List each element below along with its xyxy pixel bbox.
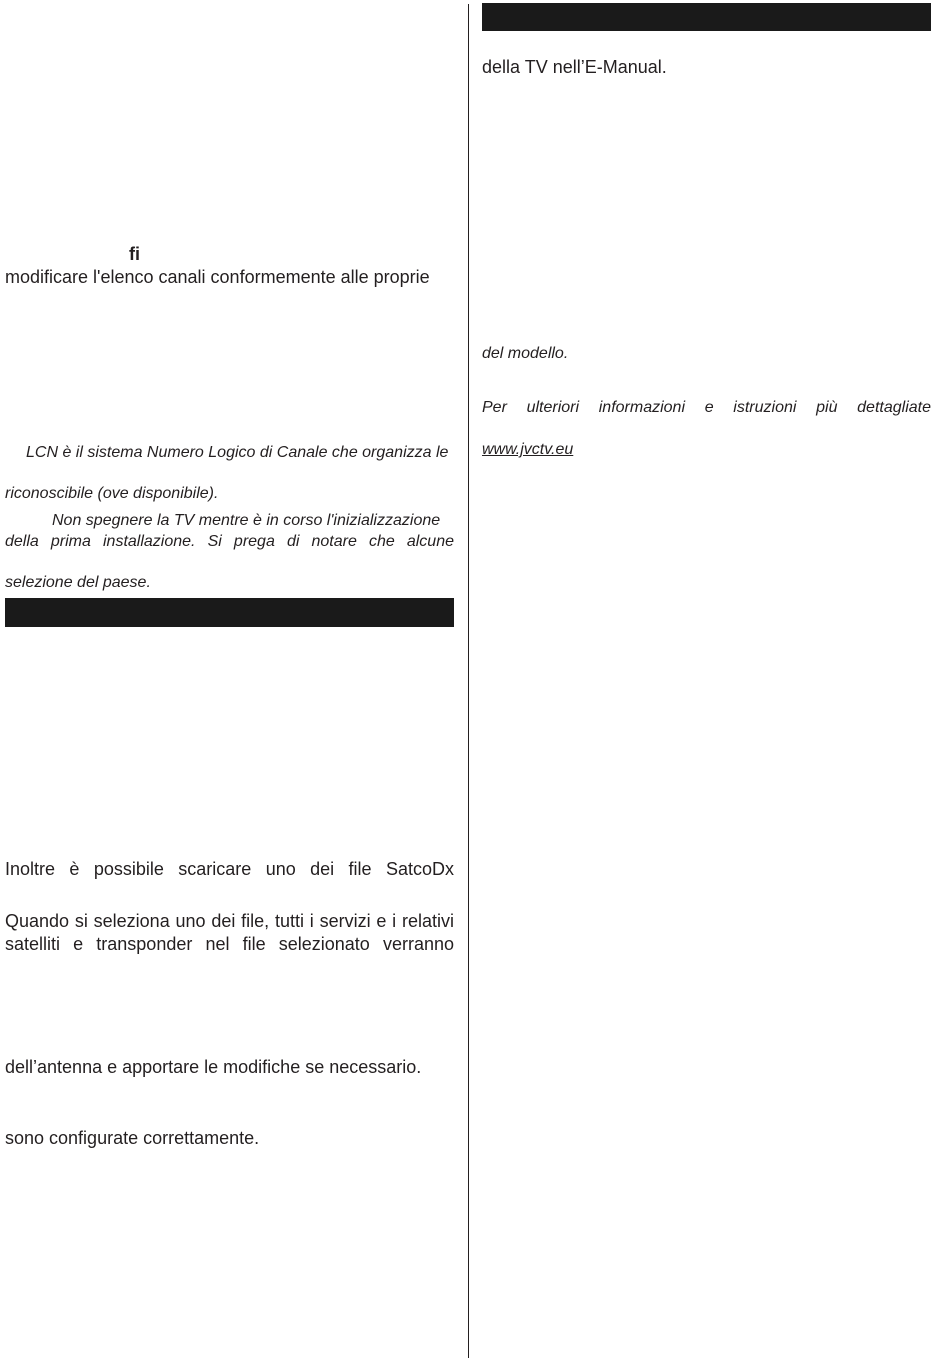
more-info-line: Per ulteriori informazioni e istruzioni più dettagliate (482, 399, 931, 416)
satcodx-line: Inoltre è possibile scaricare uno dei file SatcoDx (5, 859, 454, 879)
note-lcn-line: LCN è il sistema Numero Logico di Canale che organizza le (26, 444, 449, 461)
note-country-line: selezione del paese. (5, 574, 151, 591)
ligature-fragment: fi (129, 244, 140, 264)
channel-list-line: modificare l'elenco canali conformemente alle proprie (5, 267, 430, 287)
left-section-header-bar (5, 598, 454, 627)
antenna-line: dell’antenna e apportare le modifiche se necessario. (5, 1057, 422, 1077)
note-lcn-end-line: riconoscibile (ove disponibile). (5, 485, 219, 502)
column-divider (468, 4, 469, 1358)
emanual-line: della TV nell’E-Manual. (482, 57, 667, 77)
configured-line: sono configurate correttamente. (5, 1128, 260, 1148)
note-poweroff-line-1: Non spegnere la TV mentre è in corso l'inizializzazione (52, 512, 441, 529)
file-select-line-2: satelliti e transponder nel file selezionato verranno (5, 934, 454, 954)
model-line: del modello. (482, 345, 569, 362)
website-link[interactable]: www.jvctv.eu (482, 441, 574, 458)
file-select-line-1: Quando si seleziona uno dei file, tutti i servizi e i relativi (5, 911, 454, 931)
right-section-header-bar (482, 3, 931, 31)
note-poweroff-line-2: della prima installazione. Si prega di notare che alcune (5, 533, 454, 550)
